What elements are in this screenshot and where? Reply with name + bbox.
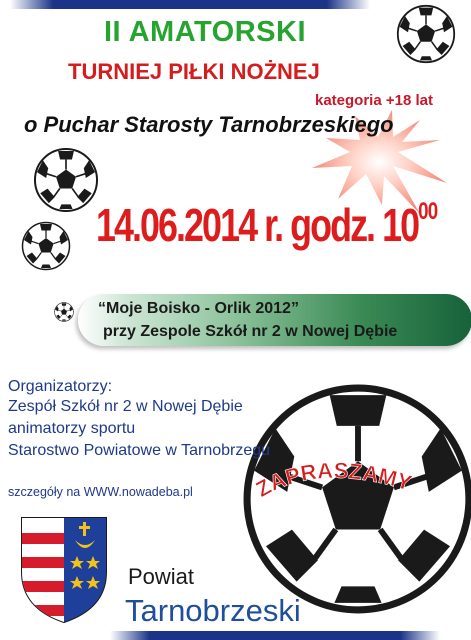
coat-of-arms-icon <box>22 518 106 622</box>
soccer-ball-icon <box>398 6 454 62</box>
soccer-ball-icon <box>35 149 97 211</box>
event-date <box>96 198 437 252</box>
tournament-title: II AMATORSKI <box>104 16 307 48</box>
organizer-item: Zespół Szkół nr 2 w Nowej Dębie <box>8 398 243 415</box>
tournament-subtitle: TURNIEJ PIŁKI NOŻNEJ <box>68 59 320 84</box>
cup-name: o Puchar Starosty Tarnobrzeskiego <box>24 112 394 137</box>
county-label: Powiat <box>128 564 195 589</box>
venue-address: przy Zespole Szkół nr 2 w Nowej Dębie <box>103 323 398 340</box>
details-link: szczegóły na WWW.nowadeba.pl <box>8 485 193 499</box>
soccer-ball-icon <box>247 388 469 610</box>
event-date-text: 14.06.2014 r. godz. 10 <box>96 199 419 251</box>
venue-name: “Moje Boisko - Orlik 2012” <box>98 300 299 317</box>
event-hour-minutes: 00 <box>418 197 438 225</box>
organizer-item: Starostwo Powiatowe w Tarnobrzegu <box>8 442 271 459</box>
organizers-heading: Organizatorzy: <box>8 378 113 395</box>
organizer-item: animatorzy sportu <box>8 420 136 437</box>
age-category: kategoria +18 lat <box>315 92 433 109</box>
county-name: Tarnobrzeski <box>125 593 301 628</box>
invite-text: ZAPRASZAMY <box>251 457 415 503</box>
soccer-ball-icon <box>23 223 70 270</box>
soccer-ball-icon <box>55 303 74 322</box>
